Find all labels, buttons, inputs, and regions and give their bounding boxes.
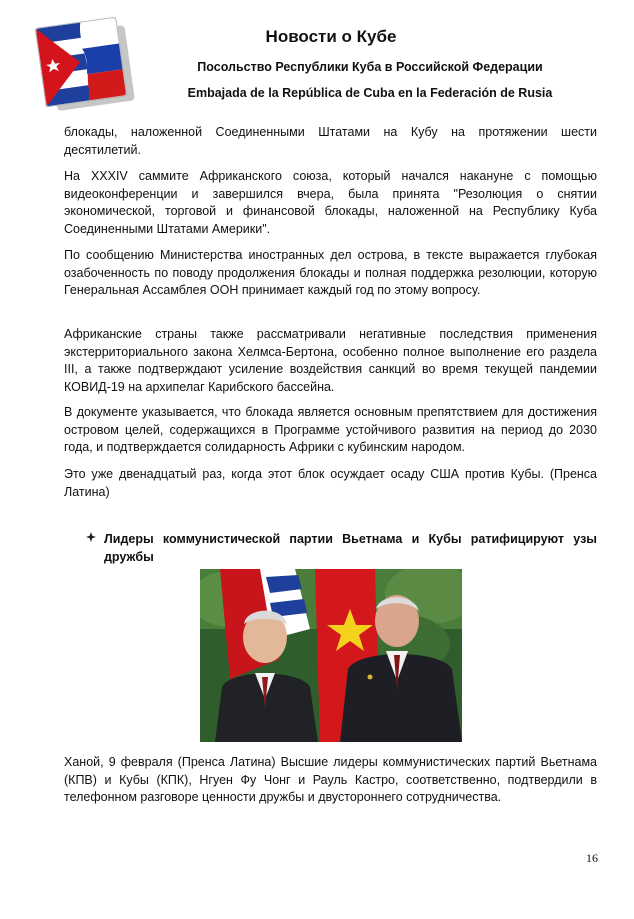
paragraph-6: Это уже двенадцатый раз, когда этот блок осуждает осаду США против Кубы. (Пренса Латина) — [64, 467, 597, 499]
paragraph-3: По сообщению Министерства иностранных дел острова, в тексте выражается глубокая озабоченность по поводу продолжения блокады и полная поддержка резолюции, которую Генеральная Ассамблея ООН принимает каждый год по этому вопросу. — [64, 248, 597, 297]
article-lead: Ханой, 9 февраля (Пренса Латина) Высшие лидеры коммунистических партий Вьетнама (КПВ) и Кубы (КПК), Нгуен Фу Чонг и Рауль Кастро, соответственно, подтвердили в телефонном разговоре ценности дружбы и двустороннего сотрудничества. — [64, 755, 597, 804]
newsletter-title: Новости о Кубе — [265, 27, 397, 46]
paragraph-1: блокады, наложенной Соединенными Штатами на Кубу на протяжении шести десятилетий. — [64, 125, 597, 157]
page-number: 16 — [586, 851, 598, 865]
leaders-photo — [200, 569, 462, 742]
paragraph-2: На XXXIV саммите Африканского союза, который начался накануне с помощью видеоконференции и завершился вчера, была принята "Резолюция о снятии экономической, торговой и финансовой блокады, наложенной на Республику Куба Соединенными Штатами Америки". — [64, 169, 597, 236]
embassy-name-russian: Посольство Республики Куба в Российской Федерации — [197, 60, 543, 74]
article-headline: Лидеры коммунистической партии Вьетнама и Кубы ратифицируют узы дружбы — [104, 532, 597, 564]
cuba-russia-flag-logo-icon — [35, 17, 127, 108]
paragraph-5: В документе указывается, что блокада является основным препятствием для достижения островом целей, содержащихся в Программе устойчивого развития на период до 2030 года, и подтверждается солидарность Африки с кубинским народом. — [64, 405, 597, 454]
paragraph-4: Африканские страны также рассматривали негативные последствия применения экстерриториального закона Хелмса-Бертона, особенно полное выполнение его раздела III, а также подтверждают усиление воздействия санкций во время текущей пандемии КОВИД-19 на архипелаг Карибского бассейна. — [64, 327, 597, 394]
diamond-bullet-icon — [86, 532, 96, 542]
embassy-name-spanish: Embajada de la República de Cuba en la Federación de Rusia — [187, 86, 553, 100]
